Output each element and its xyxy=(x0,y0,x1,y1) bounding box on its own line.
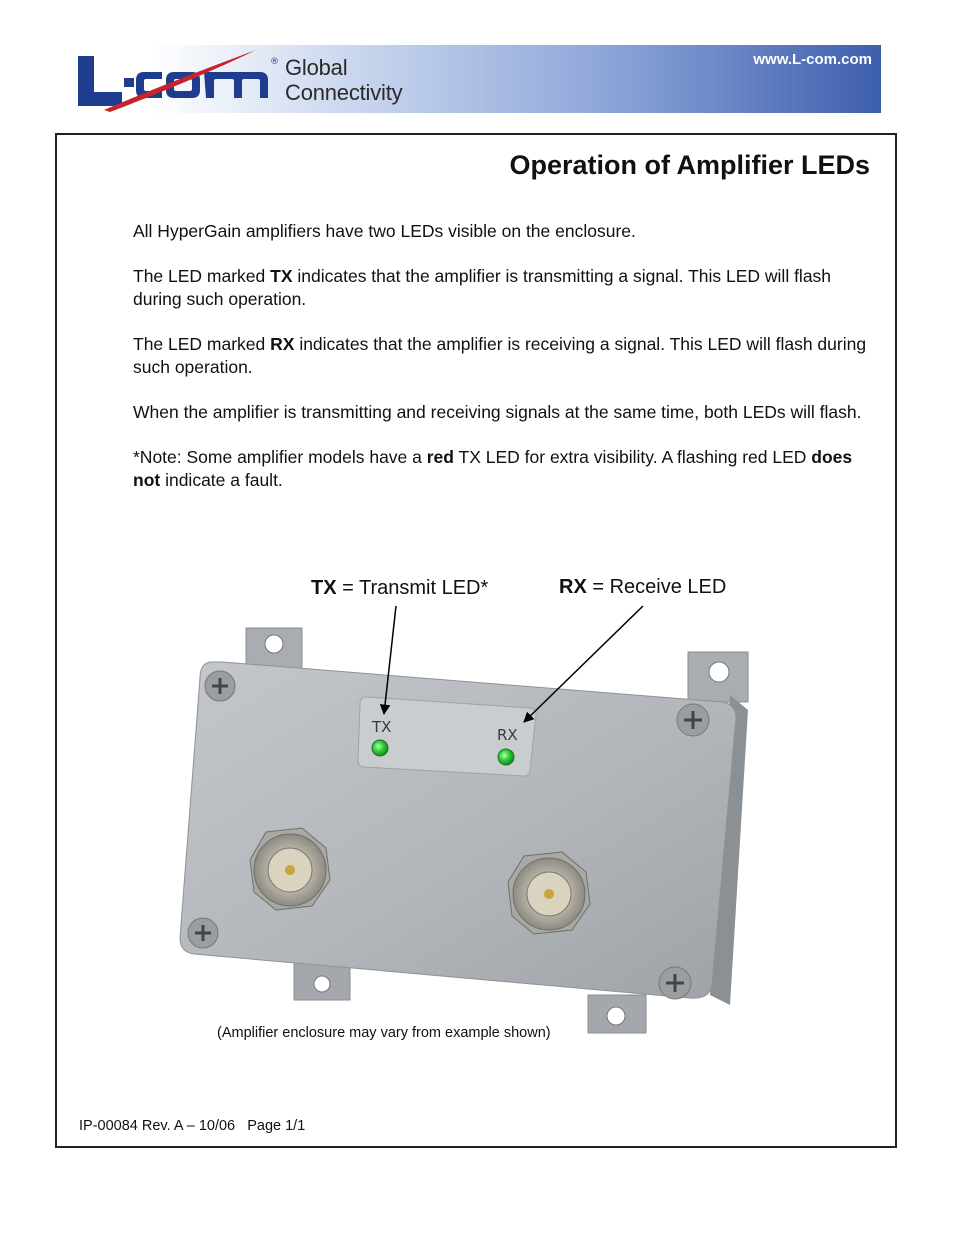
p2-text: The LED marked xyxy=(133,266,271,286)
p5-text: *Note: Some amplifier models have a xyxy=(133,447,427,467)
panel-rx-text: RX xyxy=(497,726,518,744)
logo-tagline xyxy=(285,55,402,105)
lcom-logo xyxy=(74,44,284,114)
p3-bold: RX xyxy=(270,334,295,354)
screw-icon xyxy=(677,704,709,736)
screw-icon xyxy=(205,671,235,701)
p2-bold: TX xyxy=(270,266,293,286)
page-title: Operation of Amplifier LEDs xyxy=(509,150,870,180)
p3-text-end: indicates that the amplifier is receiving a signal. This LED will flash during such operation. xyxy=(133,334,867,377)
p5-text-end: indicate a fault. xyxy=(160,470,283,490)
p5-text-mid: TX LED for extra visibility. A flashing red LED xyxy=(453,447,812,467)
rx-callout-bold: RX xyxy=(559,576,587,598)
p3-text: The LED marked xyxy=(133,334,271,354)
figure-caption: (Amplifier enclosure may vary from example shown) xyxy=(217,1025,551,1041)
paragraph-5 xyxy=(133,446,868,492)
p2-text-end: indicates that the amplifier is transmitting a signal. This LED will flash during such operation. xyxy=(133,266,832,309)
rx-callout-label xyxy=(559,576,726,599)
amplifier-enclosure-image xyxy=(170,600,770,1050)
tx-callout-bold: TX xyxy=(311,577,337,599)
screw-icon xyxy=(188,918,218,948)
p5-bold-does-not: does not xyxy=(133,447,853,490)
document-footer: IP-00084 Rev. A – 10/06 Page 1/1 xyxy=(79,1118,306,1134)
screw-icon xyxy=(659,967,691,999)
paragraph-3 xyxy=(133,333,868,379)
tagline-line-1: Global xyxy=(285,55,348,80)
rx-led-indicator xyxy=(498,749,514,765)
tx-led-indicator xyxy=(372,740,388,756)
rx-callout-text: = Receive LED xyxy=(586,576,727,598)
tx-callout-text: = Transmit LED* xyxy=(336,577,489,599)
svg-text:®: ® xyxy=(270,57,279,67)
tx-callout-label xyxy=(311,577,488,600)
paragraph-1: All HyperGain amplifiers have two LEDs visible on the enclosure. xyxy=(133,221,636,241)
p5-bold-red: red xyxy=(426,447,454,467)
website-url[interactable]: www.L-com.com xyxy=(753,51,872,68)
paragraph-4: When the amplifier is transmitting and receiving signals at the same time, both LEDs will flash. xyxy=(133,402,862,422)
paragraph-2 xyxy=(133,265,868,311)
panel-tx-text: TX xyxy=(372,718,392,736)
tagline-line-2: Connectivity xyxy=(285,80,403,105)
body-text xyxy=(133,220,868,514)
